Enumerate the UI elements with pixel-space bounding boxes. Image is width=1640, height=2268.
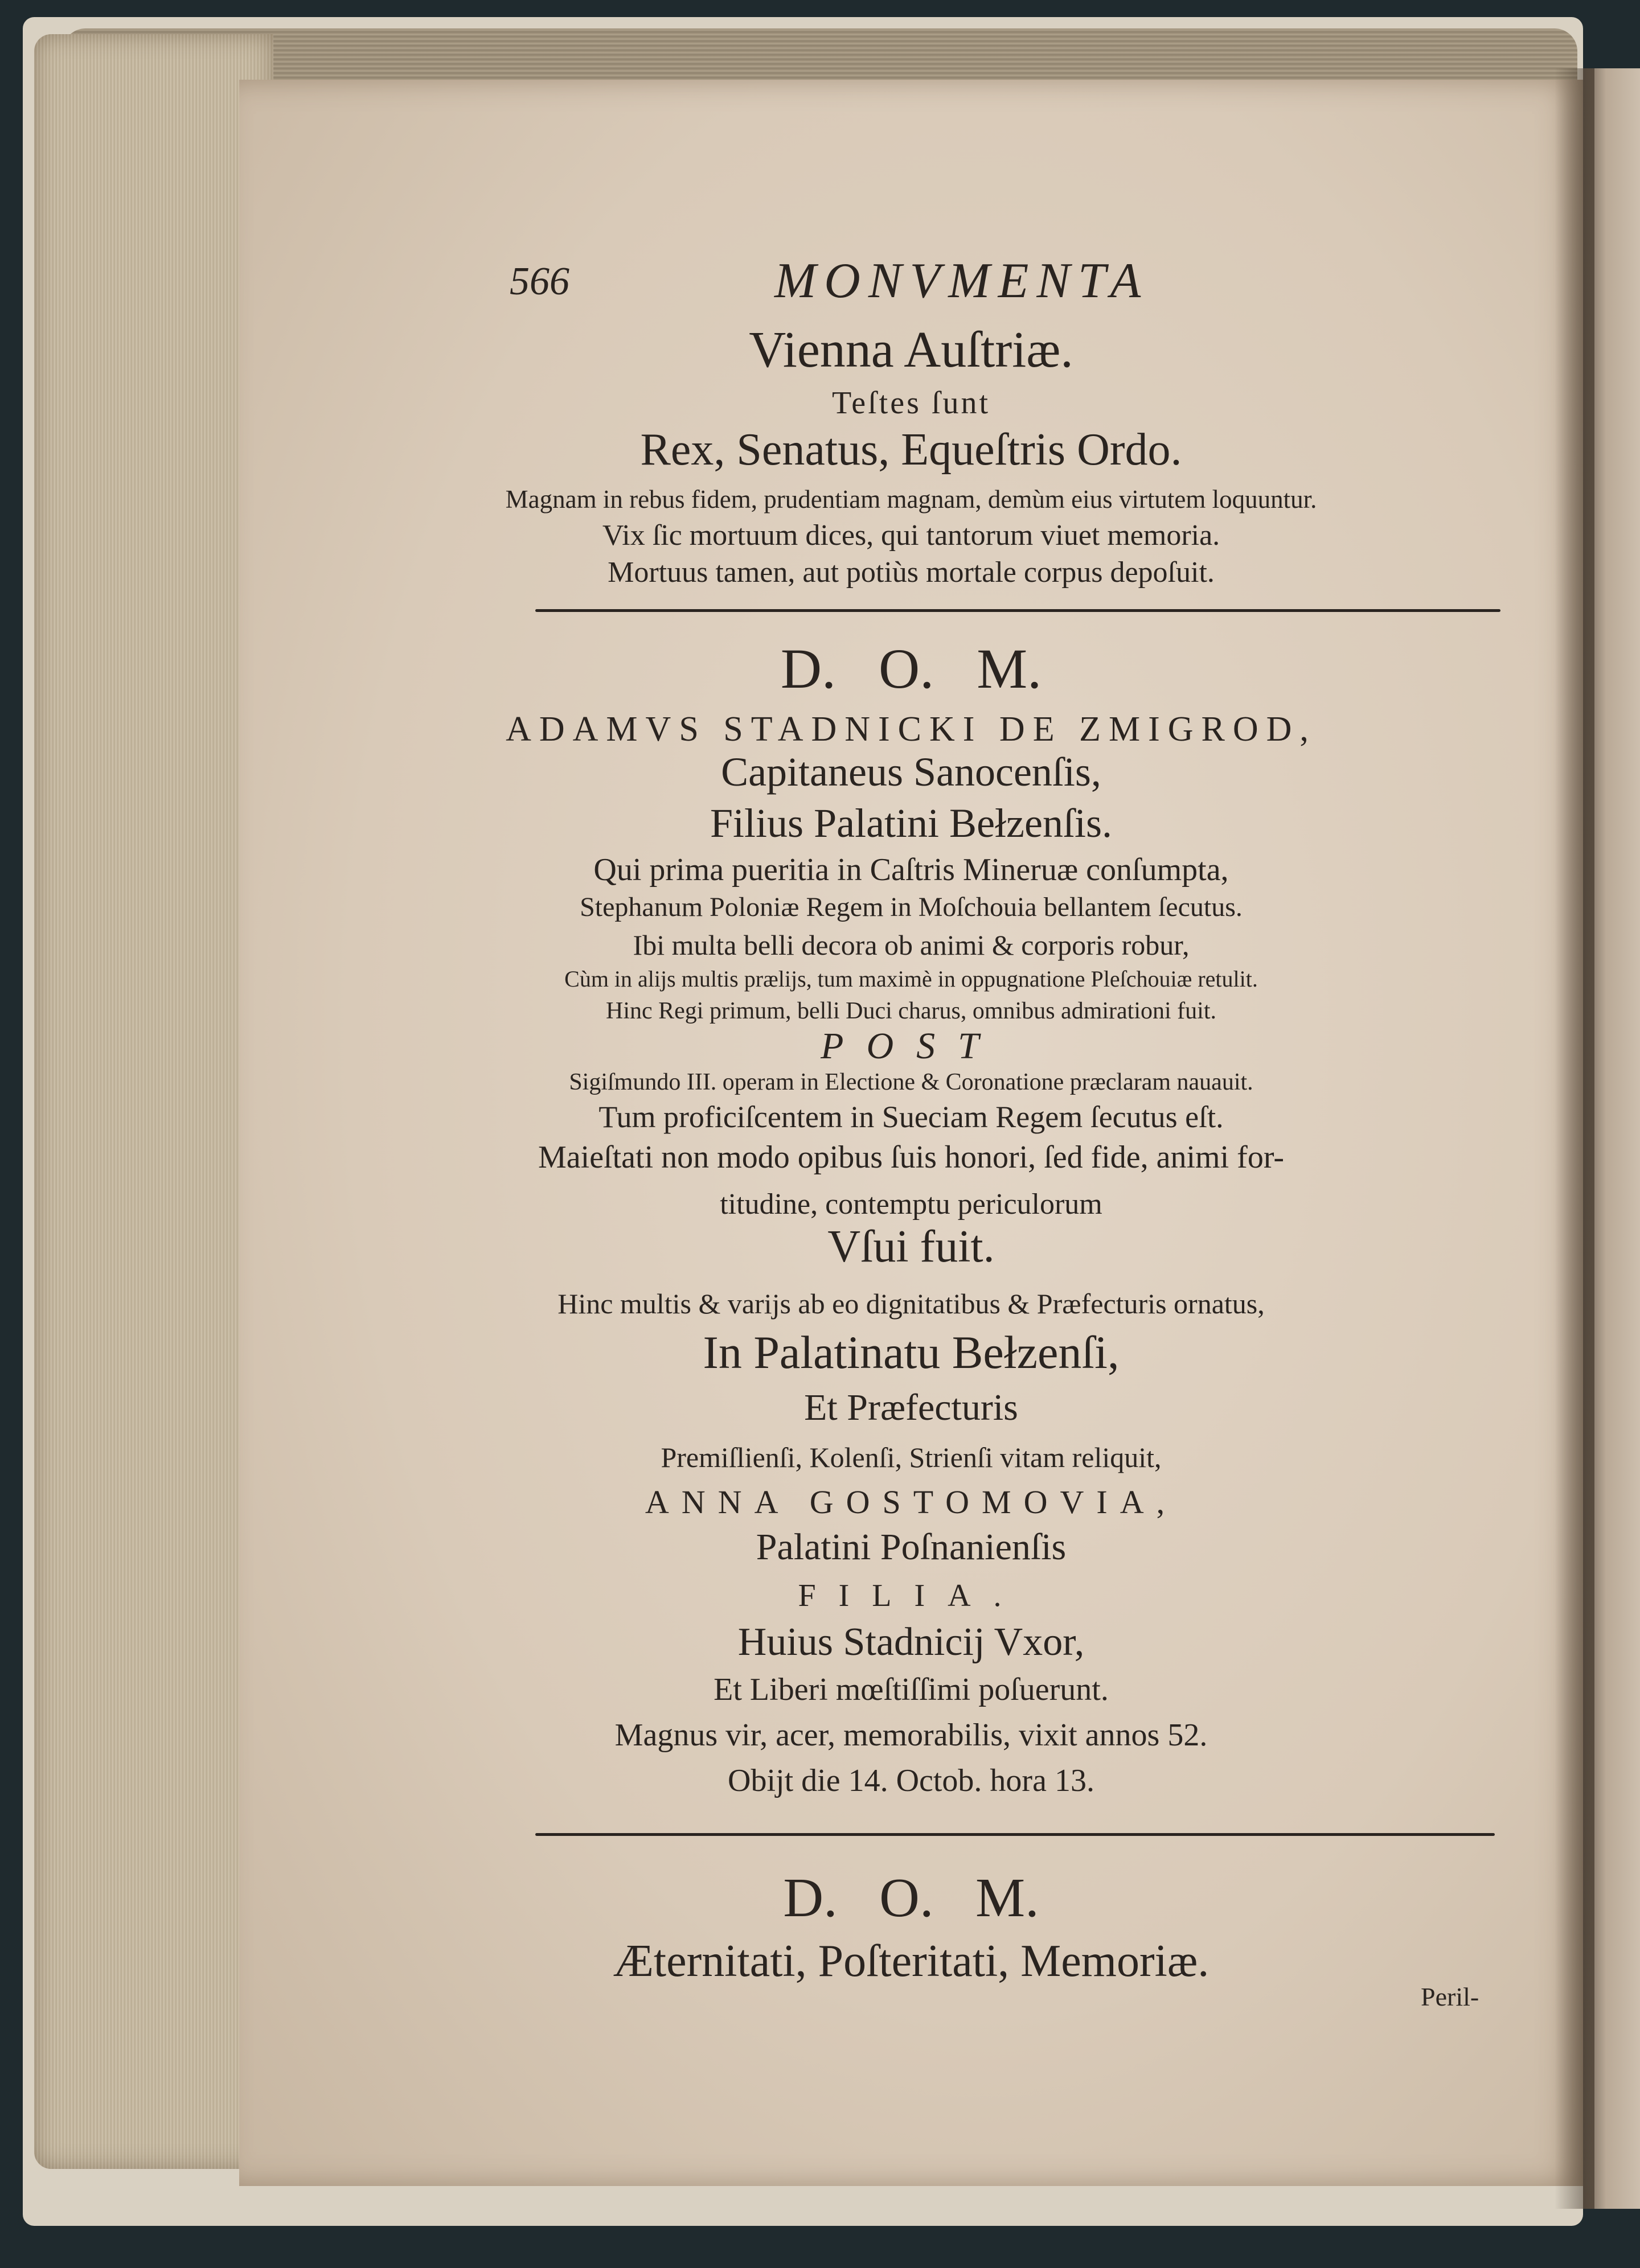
text-line: Et Liberi mœſtiſſimi poſuerunt. (714, 1672, 1109, 1707)
text-line: Obijt die 14. Octob. hora 13. (728, 1763, 1094, 1798)
heading-line: Palatini Poſnanienſis (756, 1526, 1067, 1568)
heading-line: Huius Stadnicij Vxor, (737, 1620, 1085, 1664)
heading-line: In Palatinatu Bełzenſi, (703, 1326, 1120, 1378)
catchword: Peril- (1421, 1982, 1479, 2011)
text-line: Maieſtati non modo opibus ſuis honori, ſed fide, animi for- (538, 1140, 1284, 1175)
text-line: Hinc multis & varijs ab eo dignitatibus & Præfecturis ornatus, (557, 1288, 1265, 1320)
text-line: Qui prima pueritia in Caſtris Mineruæ conſumpta, (593, 852, 1229, 888)
text-line: Sigiſmundo III. operam in Electione & Coronatione præclaram nauauit. (569, 1069, 1253, 1095)
heading-line: Et Præfecturis (804, 1387, 1018, 1428)
book-page-edges (34, 34, 273, 2169)
heading-line: Rex, Senatus, Equeſtris Ordo. (640, 425, 1182, 475)
running-head: MONVMENTA (774, 253, 1149, 309)
heading-line: Vſui fuit. (827, 1222, 995, 1272)
heading-line: Æternitati, Poſteritati, Memoriæ. (613, 1936, 1210, 1986)
text-line: ADAMVS STADNICKI DE ZMIGROD, (506, 710, 1317, 749)
heading-line: D. O. M. (780, 637, 1042, 700)
heading-line: Filius Palatini Bełzenſis. (710, 800, 1112, 846)
heading-line: Capitaneus Sanocenſis, (721, 749, 1101, 795)
heading-line: FILIA. (798, 1578, 1024, 1613)
text-line: titudine, contemptu periculorum (720, 1188, 1102, 1221)
heading-line: POST (821, 1025, 1002, 1067)
text-line: Ibi multa belli decora ob animi & corporis robur, (633, 929, 1190, 961)
text-line: Magnus vir, acer, memorabilis, vixit annos 52. (614, 1718, 1208, 1753)
heading-line: D. O. M. (783, 1867, 1039, 1929)
text-line: Premiſlienſi, Kolenſi, Strienſi vitam reliquit, (661, 1441, 1162, 1473)
text-line: Mortuus tamen, aut potiùs mortale corpus depoſuit. (608, 556, 1215, 589)
heading-line: ANNA GOSTOMOVIA, (645, 1484, 1178, 1521)
text-line: Teſtes ſunt (831, 385, 991, 421)
text-line: Stephanum Poloniæ Regem in Moſchouia bellantem ſecutus. (580, 892, 1243, 922)
text-line: Tum proficiſcentem in Sueciam Regem ſecutus eſt. (598, 1100, 1224, 1134)
text-line: Vix ſic mortuum dices, qui tantorum viuet memoria. (602, 519, 1220, 552)
section-aeternitati (239, 0, 1583, 2049)
text-line: Hinc Regi primum, belli Duci charus, omnibus admirationi fuit. (606, 998, 1216, 1024)
heading-line: Vienna Auſtriæ. (749, 322, 1073, 378)
text-line: Magnam in rebus fidem, prudentiam magnam, demùm eius virtutem loquuntur. (505, 485, 1317, 513)
text-line: Cùm in aliјs multis prælijs, tum maximè in oppugnatione Pleſchouiæ retulit. (564, 966, 1258, 992)
page-number: 566 (510, 260, 569, 303)
